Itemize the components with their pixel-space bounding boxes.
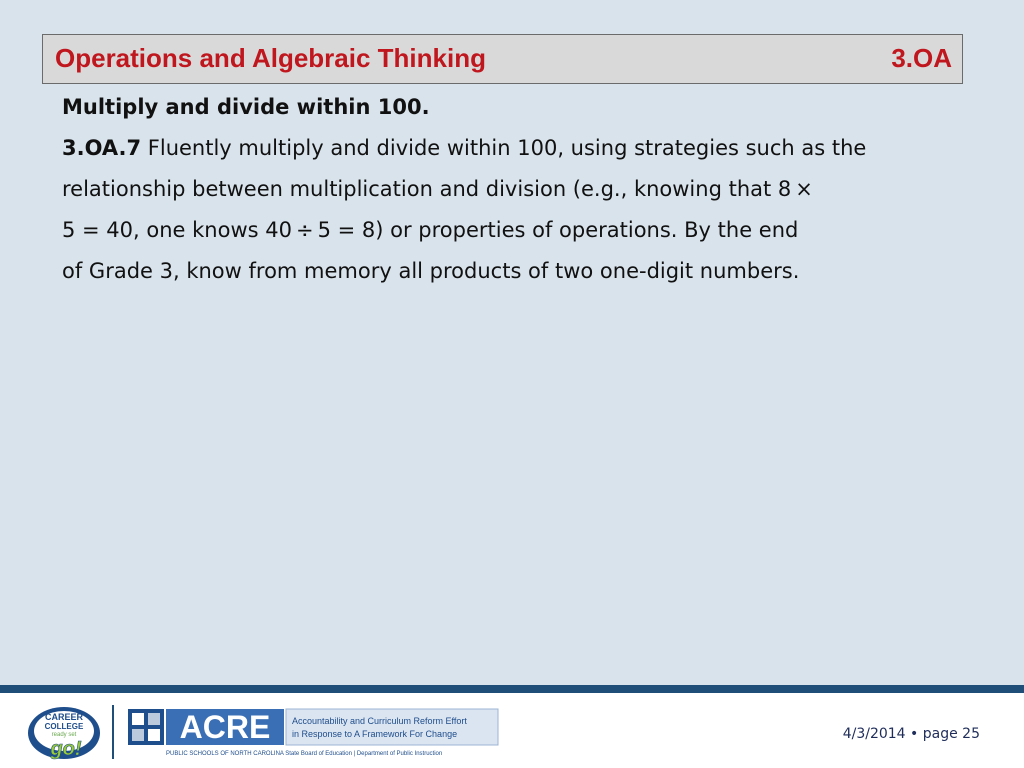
bullet-separator: •	[910, 726, 919, 742]
acre-logo-name: ACRE	[179, 709, 271, 745]
page-number: page 25	[922, 726, 980, 742]
standard-line-4: of Grade 3, know from memory all products of two one-digit numbers.	[62, 259, 800, 283]
standard-line-3	[62, 215, 962, 256]
standard-code: 3.OA.7	[62, 136, 142, 160]
logo-separator	[112, 705, 114, 759]
footer-date-page	[843, 726, 980, 742]
slide-header	[42, 34, 963, 84]
acre-logo	[128, 707, 500, 757]
acre-tagline-2: in Response to A Framework For Change	[292, 729, 458, 739]
ccr-logo-line1: CAREER	[44, 712, 84, 722]
ccr-logo-line2: COLLEGE	[44, 722, 84, 731]
standard-line-2	[62, 174, 962, 215]
slide-title: Operations and Algebraic Thinking	[55, 43, 486, 73]
standard-text-1: Fluently multiply and divide within 100, using strategies such as the	[141, 136, 867, 160]
standard-domain-code: 3.OA	[891, 43, 952, 73]
times-symbol: ×	[795, 177, 813, 201]
slide-date: 4/3/2014	[842, 726, 906, 742]
acre-tagline-1: Accountability and Curriculum Reform Effort	[292, 716, 467, 726]
career-college-ready-logo	[26, 703, 102, 761]
divide-symbol: ÷	[295, 218, 314, 242]
cluster-heading: Multiply and divide within 100.	[62, 95, 430, 119]
footer-divider-bar	[0, 685, 1024, 693]
standard-text-3b: 5 = 8) or properties of operations. By the end	[317, 218, 799, 242]
standard-text-2: relationship between multiplication and division (e.g., knowing that 8	[62, 177, 792, 201]
ccr-logo-line3: ready set	[51, 732, 77, 738]
standard-text-3a: 5 = 40, one knows 40	[62, 218, 292, 242]
slide-footer	[0, 693, 1024, 768]
slide-body	[62, 92, 962, 297]
ccr-logo-line4: go!	[50, 738, 82, 760]
standard-line-1	[62, 133, 962, 174]
acre-subline: PUBLIC SCHOOLS OF NORTH CAROLINA State Board of Education | Department of Public Instruction	[166, 751, 443, 757]
